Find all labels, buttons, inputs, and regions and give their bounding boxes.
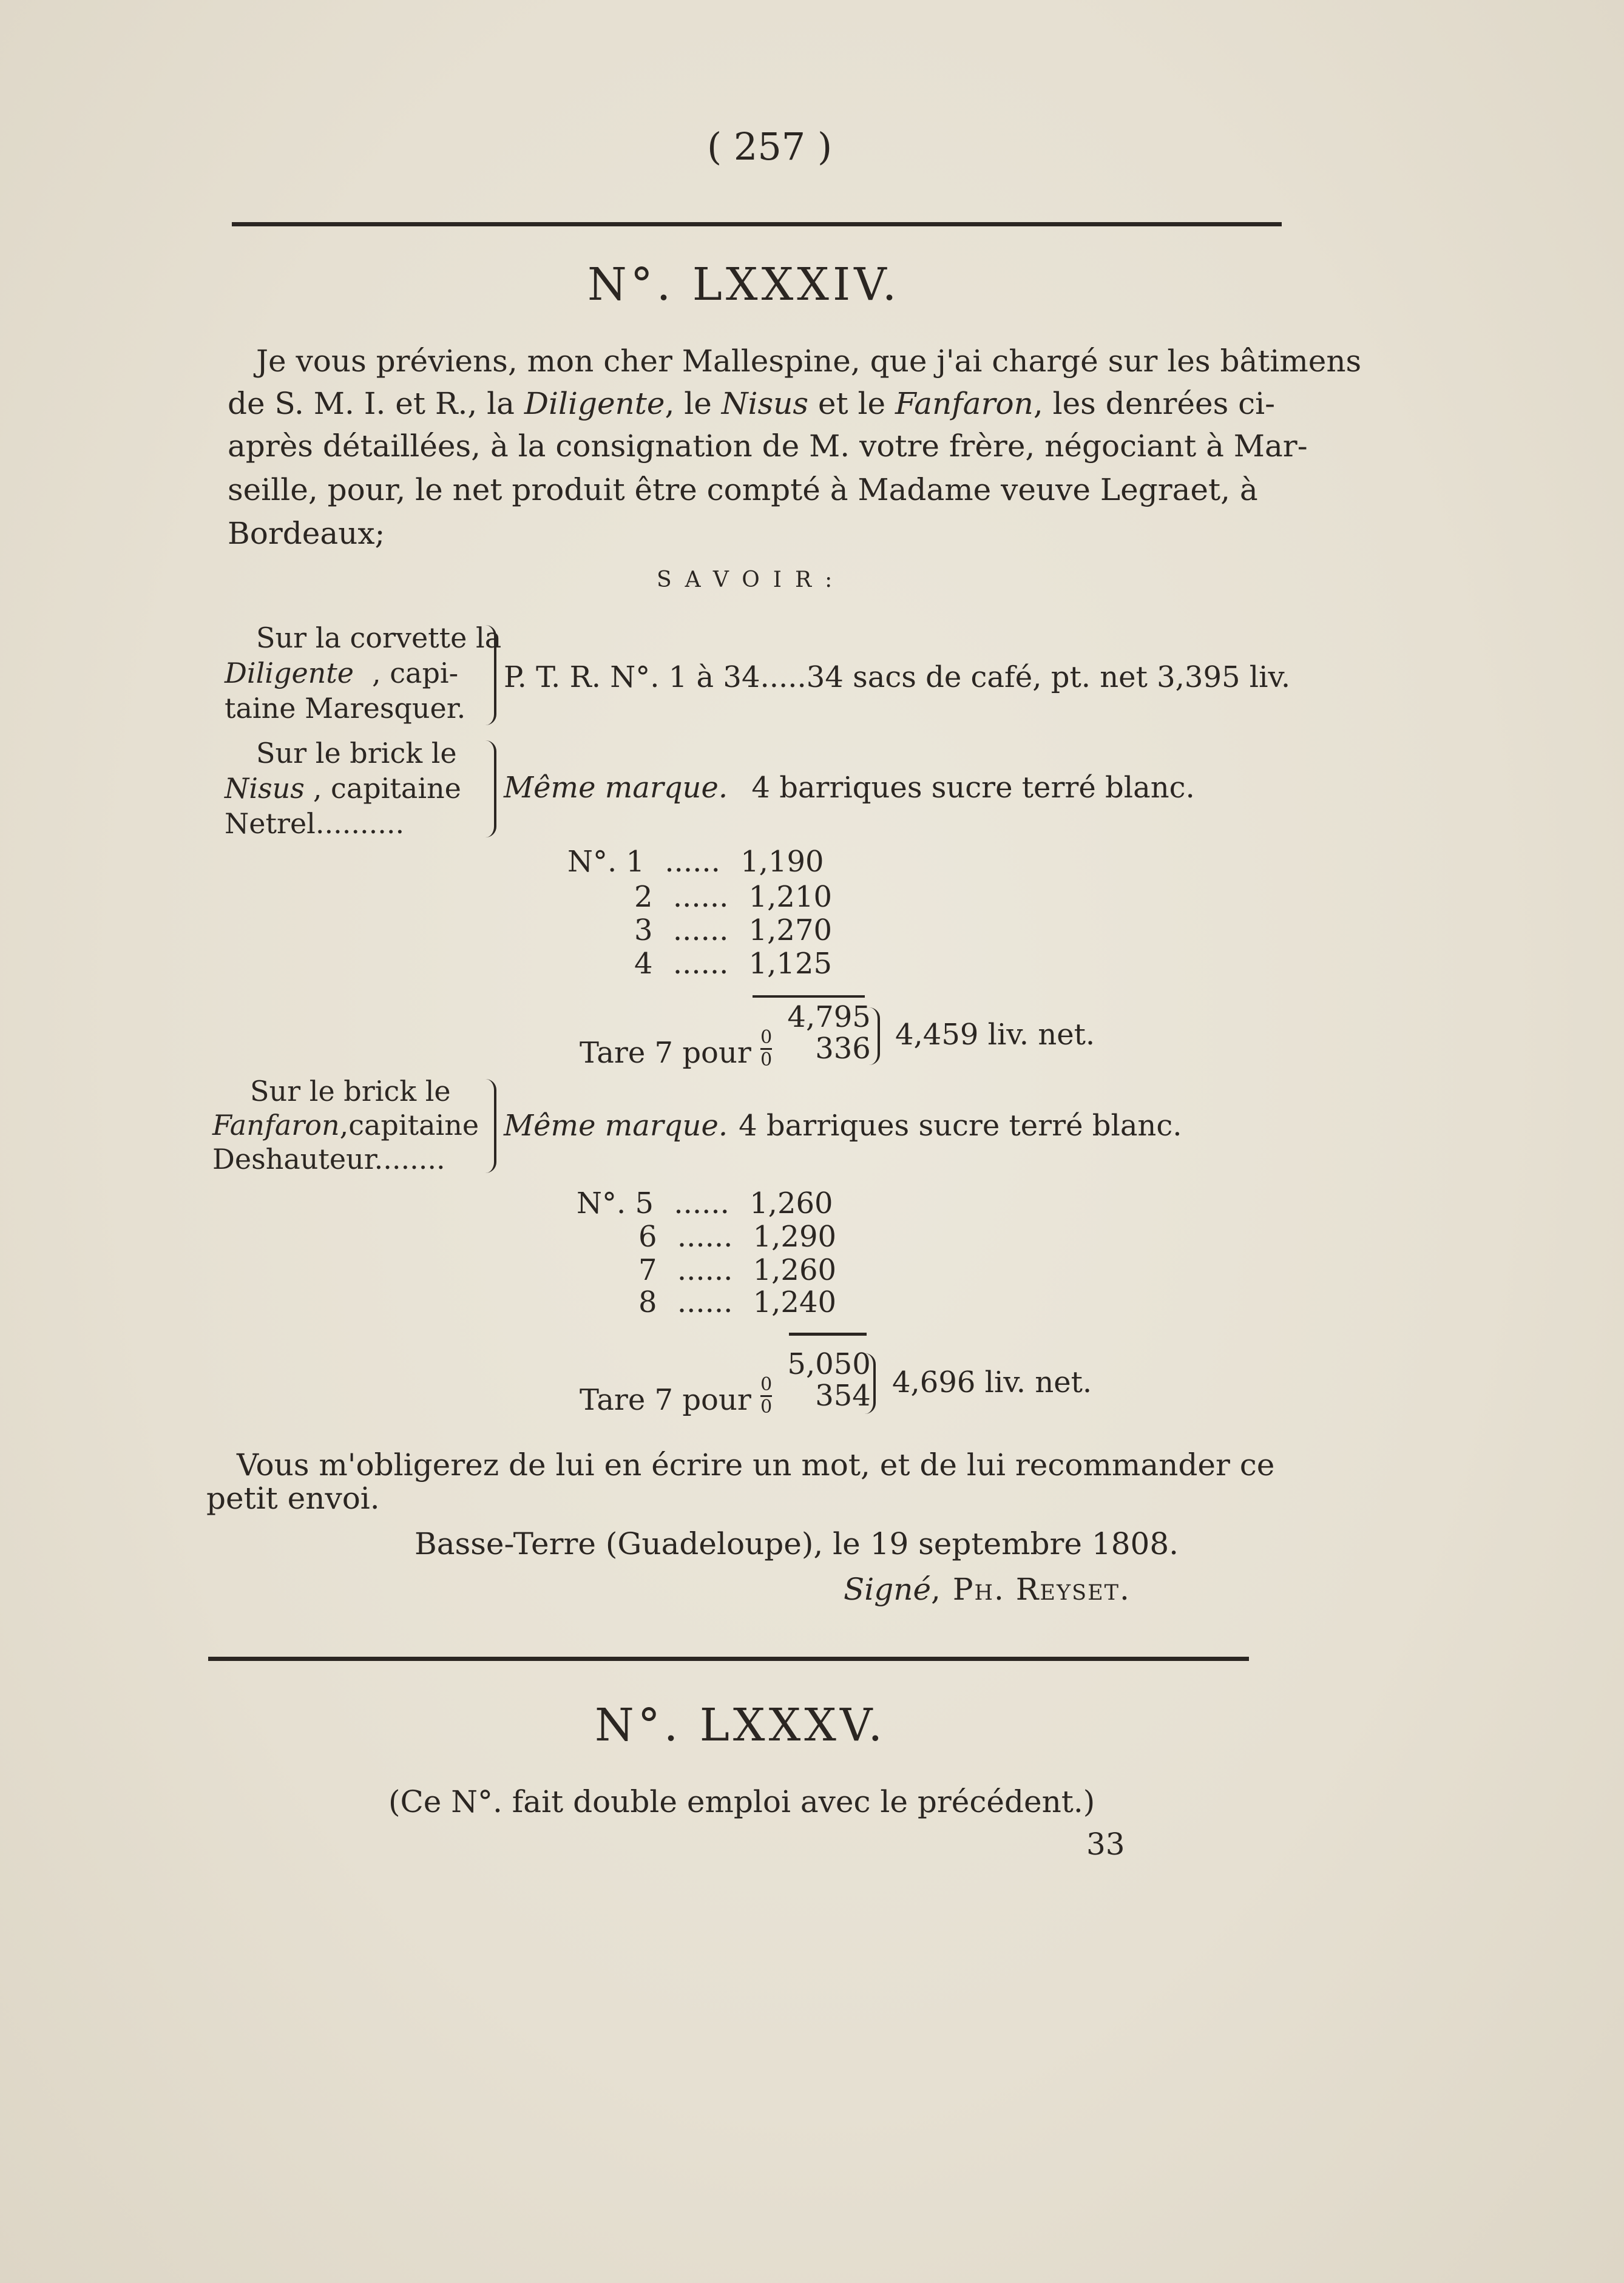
signature-mark: 33 — [1086, 1827, 1125, 1862]
text: de S. M. I. et R., la — [228, 386, 515, 421]
ship-line: Sur le brick le — [250, 1075, 451, 1108]
ship-name: Nisus — [225, 772, 305, 805]
ship-name-nisus: Nisus — [721, 386, 808, 421]
gross-tare — [781, 1001, 870, 1064]
paragraph-line-5: Bordeaux; — [228, 516, 385, 551]
shipment-2-detail — [504, 771, 1195, 805]
tare-row — [580, 1000, 871, 1070]
item-weight: 1,270 — [748, 913, 833, 947]
item-row — [634, 880, 832, 914]
brace-2 — [486, 740, 496, 837]
item-number: 4 — [634, 947, 653, 981]
text: ,capitaine — [339, 1109, 479, 1142]
page-number: ( 257 ) — [707, 124, 833, 169]
ship-name-fanfaron: Fanfaron — [895, 386, 1034, 421]
tare: 336 — [815, 1032, 871, 1066]
goods: 34 sacs de café, pt. net 3,395 liv. — [806, 660, 1291, 694]
mark: Même marque. — [504, 771, 728, 805]
text: , capitaine — [313, 772, 461, 805]
item-number: N°. 1 — [567, 845, 645, 879]
shipment-2-ship — [225, 736, 461, 841]
middle-rule — [208, 1657, 1249, 1661]
net-value: 4,459 liv. net. — [895, 1018, 1095, 1052]
item-weight: 1,260 — [749, 1186, 833, 1220]
gross-tare — [781, 1348, 870, 1412]
item-weight: 1,190 — [740, 845, 824, 879]
item-number: 6 — [638, 1220, 657, 1254]
item-row — [567, 845, 824, 879]
item-number: 2 — [634, 880, 653, 914]
shipment-1-detail — [504, 660, 1290, 694]
brace-1 — [486, 625, 496, 725]
paragraph-line-2 — [228, 386, 1275, 421]
shipment-3-ship — [212, 1074, 479, 1176]
ship-line: Sur la corvette la — [256, 621, 502, 654]
sum-rule — [753, 995, 865, 998]
item-number: 8 — [638, 1285, 657, 1319]
ship-line — [212, 1108, 479, 1142]
brace-net-2 — [865, 1353, 876, 1414]
item-dots: ...... — [677, 1285, 733, 1319]
item-number: 7 — [638, 1253, 657, 1287]
ship-name: Diligente — [225, 657, 354, 689]
ship-line: Netrel.......... — [225, 807, 405, 840]
fraction-top: 0 — [760, 1374, 773, 1395]
goods: 4 barriques sucre terré blanc. — [739, 1109, 1182, 1143]
net-value: 4,696 liv. net. — [892, 1365, 1092, 1399]
place-date: Basse-Terre (Guadeloupe), le 19 septembre 1808. — [414, 1526, 1179, 1561]
item-weight: 1,290 — [753, 1220, 837, 1254]
mark: Même marque. — [504, 1109, 728, 1143]
ship-line — [225, 771, 461, 806]
closing-line-1: Vous m'obligerez de lui en écrire un mot, et de lui recommander ce — [237, 1447, 1275, 1483]
goods: 4 barriques sucre terré blanc. — [751, 771, 1195, 805]
paragraph-line-1: Je vous préviens, mon cher Mallespine, que j'ai chargé sur les bâtimens — [256, 343, 1362, 379]
savoir-heading: SAVOIR: — [657, 567, 846, 592]
item-row — [577, 1186, 833, 1220]
item-dots: ...... — [672, 947, 729, 981]
item-number: 3 — [634, 913, 653, 947]
signed-label: Signé — [844, 1572, 932, 1607]
tare-label: Tare 7 pour — [580, 1036, 751, 1070]
item-dots: ...... — [677, 1253, 733, 1287]
ship-name-diligente: Diligente — [524, 386, 665, 421]
gross: 4,795 — [787, 1000, 871, 1034]
tare-fraction — [760, 1376, 772, 1416]
item-dots: ...... — [672, 913, 729, 947]
item-row — [634, 947, 832, 981]
document-title-84: N°. LXXXIV. — [587, 259, 901, 311]
document-title-85: N°. LXXXV. — [595, 1699, 887, 1751]
item-weight: 1,260 — [753, 1253, 837, 1287]
mark: P. T. R. N°. 1 à 34..... — [504, 660, 807, 694]
item-dots: ...... — [672, 880, 729, 914]
text: , les denrées ci- — [1033, 386, 1276, 421]
tare: 354 — [815, 1379, 871, 1413]
duplicate-note: (Ce N°. fait double emploi avec le précédent.) — [388, 1784, 1095, 1819]
tare-label: Tare 7 pour — [580, 1383, 751, 1417]
signer-name: , Ph. Reyset. — [931, 1572, 1131, 1607]
item-dots: ...... — [665, 845, 720, 879]
item-weight: 1,240 — [753, 1285, 837, 1319]
fraction-bottom: 0 — [760, 1049, 773, 1070]
paragraph-line-3: après détaillées, à la consignation de M. votre frère, négociant à Mar- — [228, 428, 1308, 464]
tare-fraction — [760, 1029, 772, 1069]
text: , le — [665, 386, 712, 421]
item-row — [638, 1253, 836, 1287]
closing-line-2: petit envoi. — [206, 1481, 380, 1516]
text: et le — [817, 386, 886, 421]
brace-net-1 — [869, 1007, 880, 1065]
ship-line — [225, 655, 501, 691]
item-dots: ...... — [677, 1220, 733, 1254]
ship-line: taine Maresquer. — [225, 692, 466, 725]
top-rule — [232, 222, 1282, 226]
sum-rule — [789, 1333, 867, 1336]
item-row — [638, 1220, 836, 1254]
shipment-3-detail — [504, 1109, 1182, 1143]
fraction-top: 0 — [760, 1027, 773, 1048]
signature — [844, 1572, 1131, 1607]
item-dots: ...... — [674, 1186, 729, 1220]
gross: 5,050 — [787, 1347, 871, 1381]
ship-line: Deshauteur........ — [212, 1143, 445, 1175]
tare-row — [580, 1347, 871, 1418]
item-row — [634, 913, 832, 947]
fraction-bottom: 0 — [760, 1396, 773, 1418]
item-row — [638, 1285, 836, 1319]
text: , capi- — [372, 657, 459, 689]
brace-3 — [486, 1079, 496, 1173]
item-weight: 1,210 — [748, 880, 833, 914]
ship-name: Fanfaron — [212, 1109, 340, 1142]
shipment-1-ship — [225, 620, 501, 726]
item-number: N°. 5 — [577, 1186, 654, 1220]
paragraph-line-4: seille, pour, le net produit être compté à Madame veuve Legraet, à — [228, 472, 1258, 507]
ship-line: Sur le brick le — [256, 737, 457, 769]
item-weight: 1,125 — [748, 947, 833, 981]
